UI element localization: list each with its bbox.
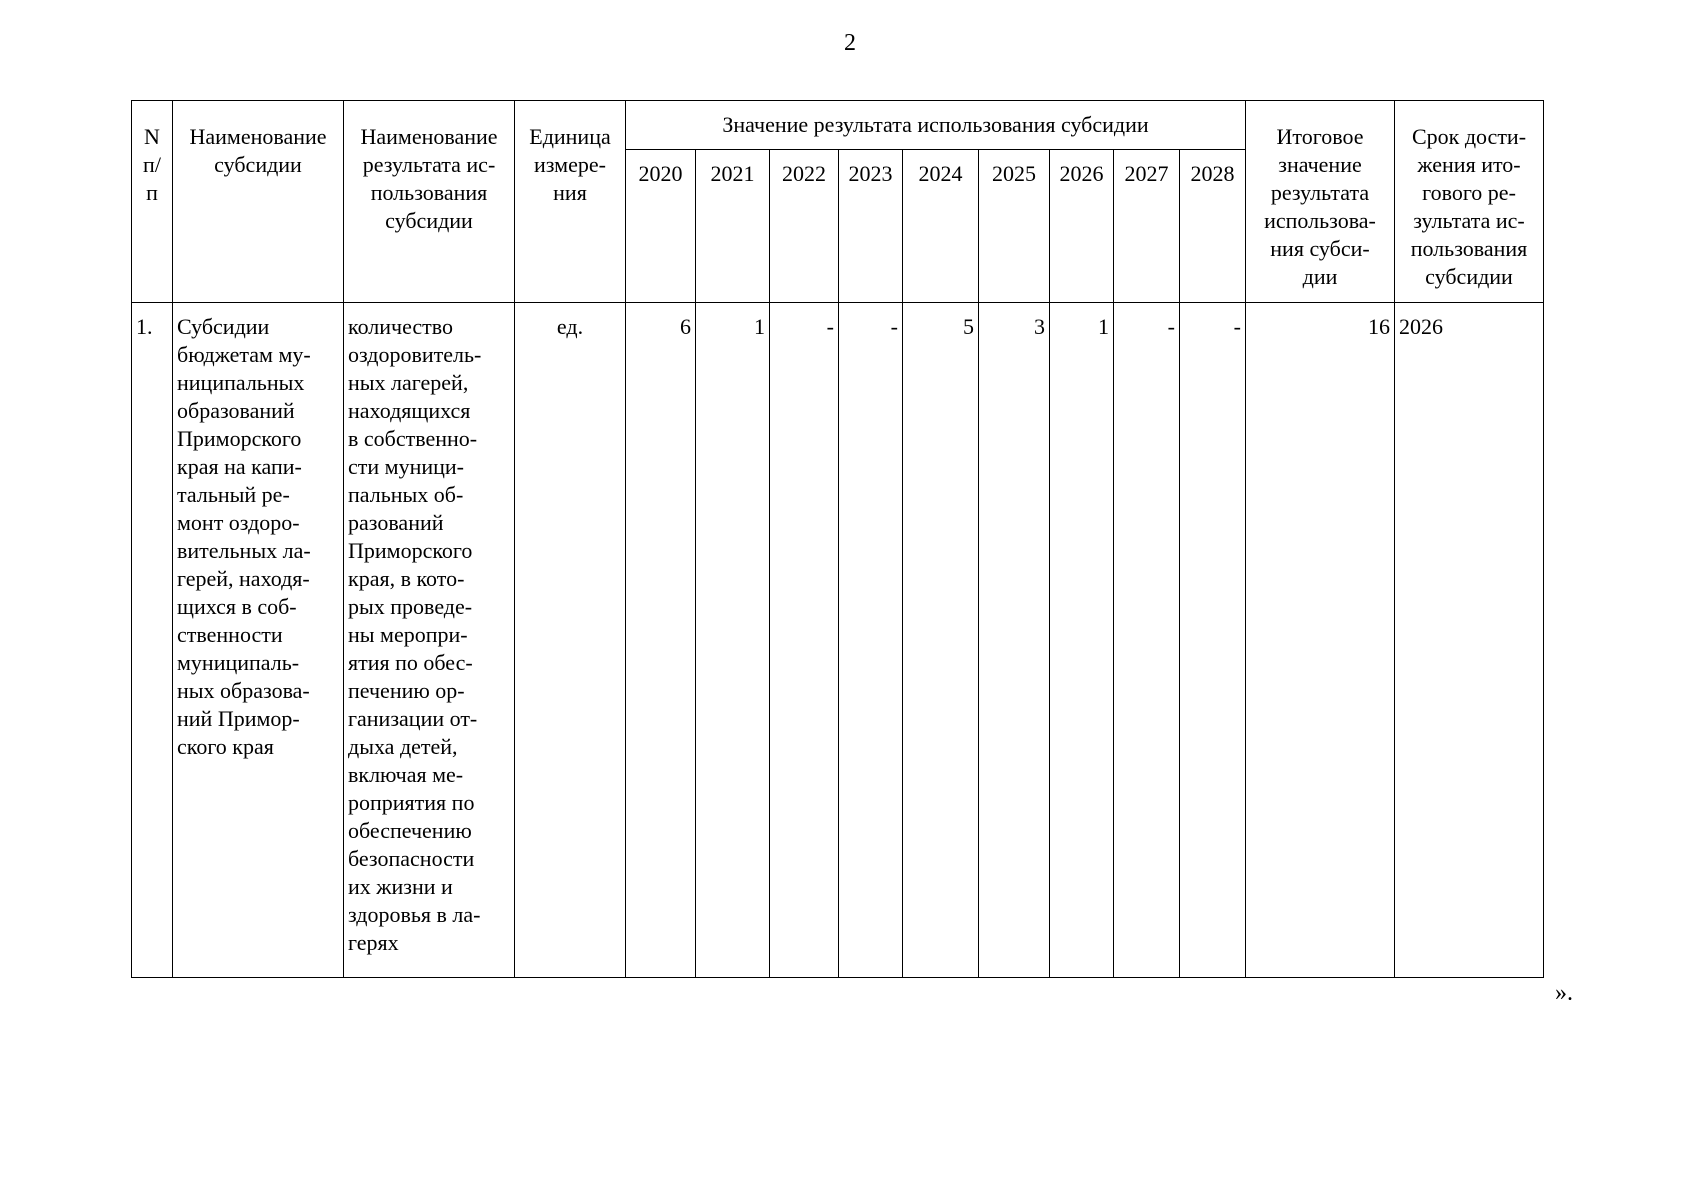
row-value-2022: - [770,303,839,978]
header-year: 2022 [770,150,839,303]
row-deadline: 2026 [1395,303,1544,978]
header-year: 2028 [1180,150,1246,303]
header-deadline: Срок дости- жения ито- гового ре- зультата ис- пользования субсидии [1395,101,1544,303]
header-unit: Единица измере- ния [515,101,626,303]
row-result-name: количество оздоровитель- ных лагерей, находящихся в собственно- сти муници- пальных об- разований Приморского края, в кото- рых проведе- ны меропри- ятия по обес- печению ор- ганизации от- дыха детей, включая ме- роприятия по обеспечению безопасности их жизни и здоровья в ла- герях [344,303,515,978]
closing-quote: ». [1555,980,1573,1006]
row-value-2026: 1 [1050,303,1114,978]
header-subsidy-name: Наименование субсидии [173,101,344,303]
row-value-2021: 1 [696,303,770,978]
header-year: 2024 [903,150,979,303]
row-value-2028: - [1180,303,1246,978]
row-unit: ед. [515,303,626,978]
header-values-group: Значение результата использования субсидии [626,101,1246,150]
page-number: 2 [844,30,856,56]
header-year: 2023 [839,150,903,303]
row-total: 16 [1246,303,1395,978]
header-year: 2027 [1114,150,1180,303]
header-number: N п/ п [132,101,173,303]
row-value-2020: 6 [626,303,696,978]
table-row [132,303,1544,978]
header-total: Итоговое значение результата использова- ния субси- дии [1246,101,1395,303]
subsidy-results-table [131,100,1544,978]
row-value-2023: - [839,303,903,978]
header-year: 2021 [696,150,770,303]
row-subsidy-name: Субсидии бюджетам му- ниципальных образований Приморского края на капи- тальный ре- монт оздоро- вительных ла- герей, находя- щихся в соб- ственности муниципаль- ных образова- ний Примор- ского края [173,303,344,978]
row-value-2027: - [1114,303,1180,978]
header-year: 2026 [1050,150,1114,303]
header-year: 2025 [979,150,1050,303]
header-result-name: Наименование результата ис- пользования субсидии [344,101,515,303]
row-number: 1. [132,303,173,978]
header-year: 2020 [626,150,696,303]
row-value-2025: 3 [979,303,1050,978]
header-row-top [132,101,1544,150]
row-value-2024: 5 [903,303,979,978]
